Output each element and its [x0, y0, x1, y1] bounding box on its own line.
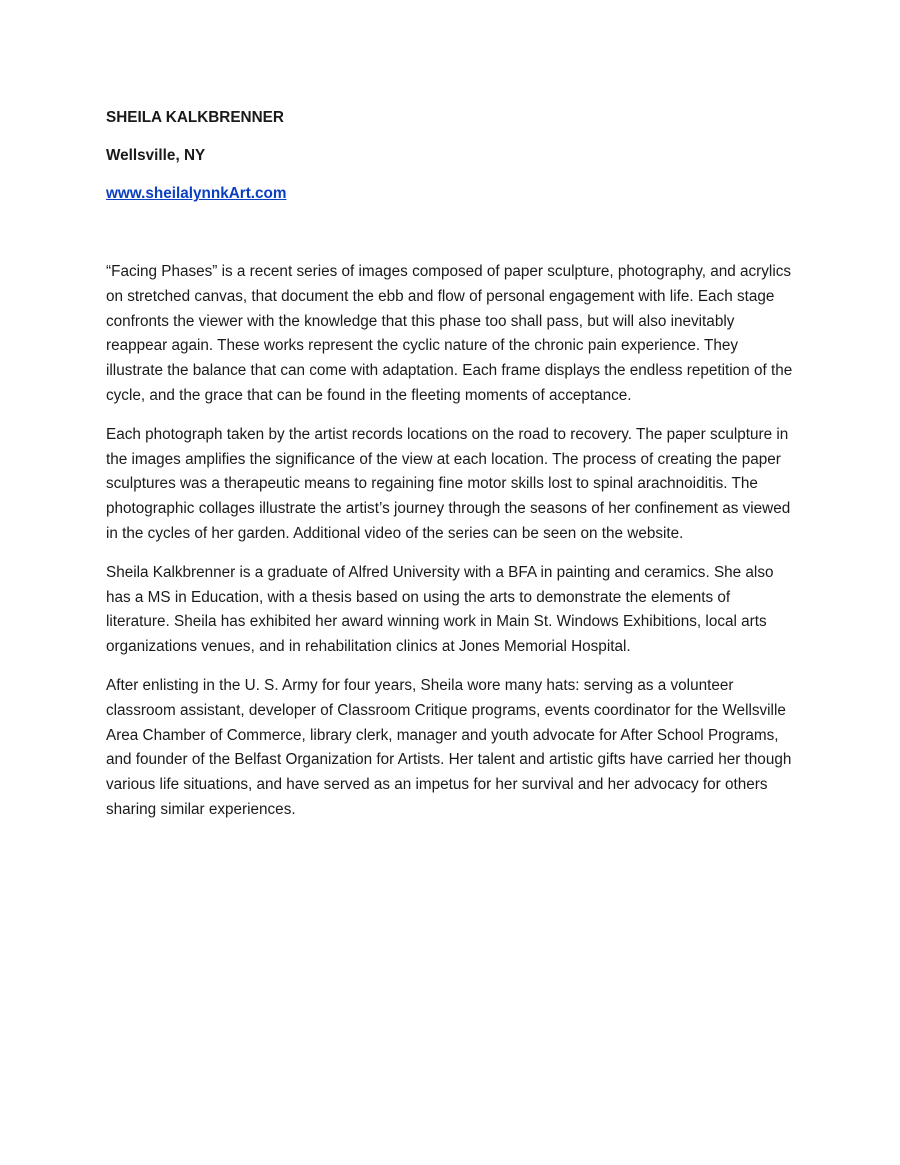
paragraph-career: After enlisting in the U. S. Army for four years, Sheila wore many hats: serving as a volunteer classroom assistant, developer of Classroom Critique programs, events coordinator for the Wellsville Area Chamber of Commerce, library clerk, manager and youth advocate for After School Programs, and founder of the Belfast Organization for Artists. Her talent and artistic gifts have carried her though various life situations, and have served as an impetus for her survival and her advocacy for others sharing similar experiences. — [106, 676, 792, 818]
artist-location: Wellsville, NY — [106, 147, 206, 164]
paragraph-photographs: Each photograph taken by the artist records locations on the road to recovery. The paper sculpture in the images amplifies the significance of the view at each location. The process of creating the paper sculptures was a therapeutic means to regaining fine motor skills lost to spinal arachnoiditis. The photographic collages illustrate the artist’s journey through the seasons of her confinement as viewed in the cycles of her garden. Additional video of the series can be seen on the website. — [106, 425, 791, 542]
paragraph-facing-phases: “Facing Phases” is a recent series of images composed of paper sculpture, photography, and acrylics on stretched canvas, that document the ebb and flow of personal engagement with life. Each stage confronts the viewer with the knowledge that this phase too shall pass, but will also inevitably reappear again. These works represent the cyclic nature of the chronic pain experience. They illustrate the balance that can come with adaptation. Each frame displays the endless repetition of the cycle, and the grace that can be found in the fleeting moments of acceptance. — [106, 263, 793, 404]
website-link[interactable]: www.sheilalynnkArt.com — [106, 185, 287, 202]
paragraph-education: Sheila Kalkbrenner is a graduate of Alfred University with a BFA in painting and ceramics. She also has a MS in Education, with a thesis based on using the arts to demonstrate the elements of literature. Sheila has exhibited her award winning work in Main St. Windows Exhibitions, local arts organizations venues, and in rehabilitation clinics at Jones Memorial Hospital. — [106, 563, 774, 656]
artist-name: SHEILA KALKBRENNER — [106, 109, 284, 126]
document-content — [106, 106, 798, 837]
